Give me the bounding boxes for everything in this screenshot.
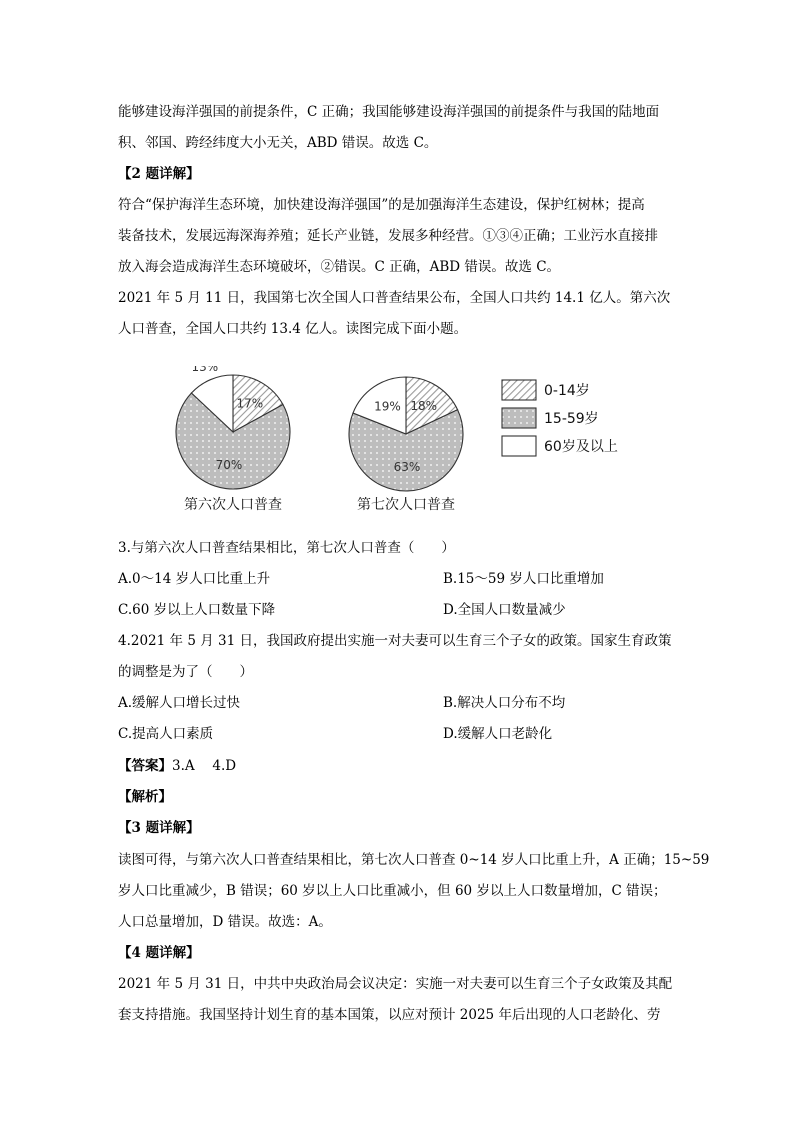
analysis-line-3: 人口总量增加，D 错误。故选：A。 <box>118 914 332 930</box>
q4-stem-line-2: 的调整是为了（ ） <box>118 664 253 680</box>
pie-2-slice-2-label: 63% <box>393 460 421 474</box>
q4-option-c[interactable]: C.提高人口素质 <box>118 726 214 742</box>
analysis-heading: 【解析】 <box>118 789 172 805</box>
pie-1-slice-2-label: 70% <box>215 457 243 472</box>
legend-label-1: 0-14岁 <box>544 383 590 399</box>
line-5: 放入海会造成海洋生态环境破坏，②错误。C 正确，ABD 错误。故选 C。 <box>118 259 561 275</box>
line-3: 符合“保护海洋生态环境，加快建设海洋强国”的是加强海洋生态建设，保护红树林；提高 <box>118 197 645 213</box>
pie-1-slice-3-label: 13% <box>191 366 219 374</box>
pie-1-slice-1-label: 17% <box>236 396 264 411</box>
legend-swatch-2 <box>502 408 536 428</box>
pie-1-title: 第六次人口普查 <box>184 497 282 513</box>
heading-q3-detail: 【3 题详解】 <box>118 820 200 836</box>
legend-label-3: 60岁及以上 <box>544 439 618 455</box>
answer-line <box>118 756 236 776</box>
line-7: 人口普查，全国人口共约 13.4 亿人。读图完成下面小题。 <box>118 321 468 337</box>
answer-label: 【答案】 <box>118 758 172 774</box>
pie-2-slice-3-label: 19% <box>374 399 401 414</box>
pie-2-slice-1-label: 18% <box>410 399 438 414</box>
legend-label-2: 15-59岁 <box>544 411 599 427</box>
analysis-line-2: 岁人口比重减少，B 错误；60 岁以上人口比重减小，但 60 岁以上人口数量增加，C 错误； <box>118 883 667 899</box>
legend-swatch-1 <box>502 380 536 400</box>
q4-option-d[interactable]: D.缓解人口老龄化 <box>443 726 553 742</box>
legend-swatch-3 <box>502 436 536 456</box>
q3-option-c[interactable]: C.60 岁以上人口数量下降 <box>118 602 276 618</box>
line-4: 装备技术，发展远海深海养殖；延长产业链，发展多种经营。①③④正确；工业污水直接排 <box>118 228 658 244</box>
q3-option-d[interactable]: D.全国人口数量减少 <box>443 602 566 618</box>
pie-chart-figure <box>170 366 640 526</box>
q3-stem: 3.与第六次人口普查结果相比，第七次人口普查（ ） <box>118 540 455 556</box>
answer-text: 3.A 4.D <box>172 758 237 774</box>
analysis-line-5: 套支持措施。我国坚持计划生育的基本国策，以应对预计 2025 年后出现的人口老龄化、劳 <box>118 1007 661 1023</box>
heading-q4-detail: 【4 题详解】 <box>118 945 200 961</box>
q4-option-b[interactable]: B.解决人口分布不均 <box>443 695 566 711</box>
line-1: 能够建设海洋强国的前提条件，C 正确；我国能够建设海洋强国的前提条件与我国的陆地面 <box>118 104 660 120</box>
pie-2-title: 第七次人口普查 <box>357 497 455 513</box>
q4-stem-line-1: 4.2021 年 5 月 31 日，我国政府提出实施一对夫妻可以生育三个子女的政策。国家生育政策 <box>118 633 672 649</box>
line-2: 积、邻国、跨经纬度大小无关，ABD 错误。故选 C。 <box>118 135 438 151</box>
q4-option-a[interactable]: A.缓解人口增长过快 <box>118 695 241 711</box>
q3-option-b[interactable]: B.15～59 岁人口比重增加 <box>443 571 604 587</box>
analysis-line-4: 2021 年 5 月 31 日，中共中央政治局会议决定：实施一对夫妻可以生育三个子女政策及其配 <box>118 976 673 992</box>
line-6: 2021 年 5 月 11 日，我国第七次全国人口普查结果公布，全国人口共约 14.1 亿人。第六次 <box>118 290 671 306</box>
pie-charts-svg <box>170 366 640 526</box>
heading-q2-detail: 【2 题详解】 <box>118 166 200 182</box>
q3-option-a[interactable]: A.0～14 岁人口比重上升 <box>118 571 271 587</box>
analysis-line-1: 读图可得，与第六次人口普查结果相比，第七次人口普查 0~14 岁人口比重上升，A 正确；15~59 <box>118 852 710 868</box>
